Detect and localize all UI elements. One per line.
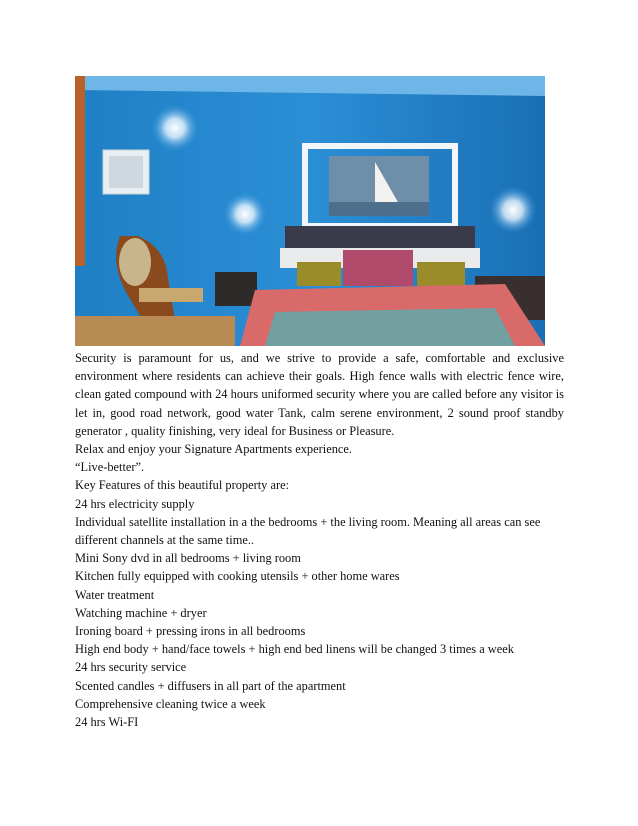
- features-heading: Key Features of this beautiful property are:: [75, 478, 290, 493]
- description-text: [75, 349, 564, 731]
- relax-line: Relax and enjoy your Signature Apartments experience.: [75, 442, 352, 457]
- feature-item: Kitchen fully equipped with cooking utensils + other home wares: [75, 569, 400, 584]
- feature-item: Scented candles + diffusers in all part of the apartment: [75, 678, 346, 693]
- feature-item: Individual satellite installation in a the bedrooms + the living room. Meaning all areas can see different channels at the same time..: [75, 514, 541, 548]
- feature-item: 24 hrs security service: [75, 660, 187, 675]
- slogan: “Live-better”.: [75, 460, 145, 475]
- feature-item: 24 hrs electricity supply: [75, 496, 195, 511]
- feature-item: Water treatment: [75, 587, 155, 602]
- feature-item: Ironing board + pressing irons in all bedrooms: [75, 624, 306, 639]
- feature-item: Comprehensive cleaning twice a week: [75, 696, 266, 711]
- feature-item: High end body + hand/face towels + high end bed linens will be changed 3 times a week: [75, 642, 514, 657]
- feature-item: Mini Sony dvd in all bedrooms + living room: [75, 551, 301, 566]
- intro-paragraph: Security is paramount for us, and we strive to provide a safe, comfortable and exclusive environment where residents can achieve their goals. High fence walls with electric fence wire, clean gated compound with 24 hours uniformed security where you are called before any visitor is let in, good road network, good water Tank, calm serene environment, 2 sound proof standby generator , quality finishing, very ideal for Business or Pleasure.: [75, 351, 564, 438]
- feature-item: Watching machine + dryer: [75, 605, 207, 620]
- feature-item: 24 hrs Wi-FI: [75, 715, 139, 730]
- bedroom-photo: [75, 76, 545, 346]
